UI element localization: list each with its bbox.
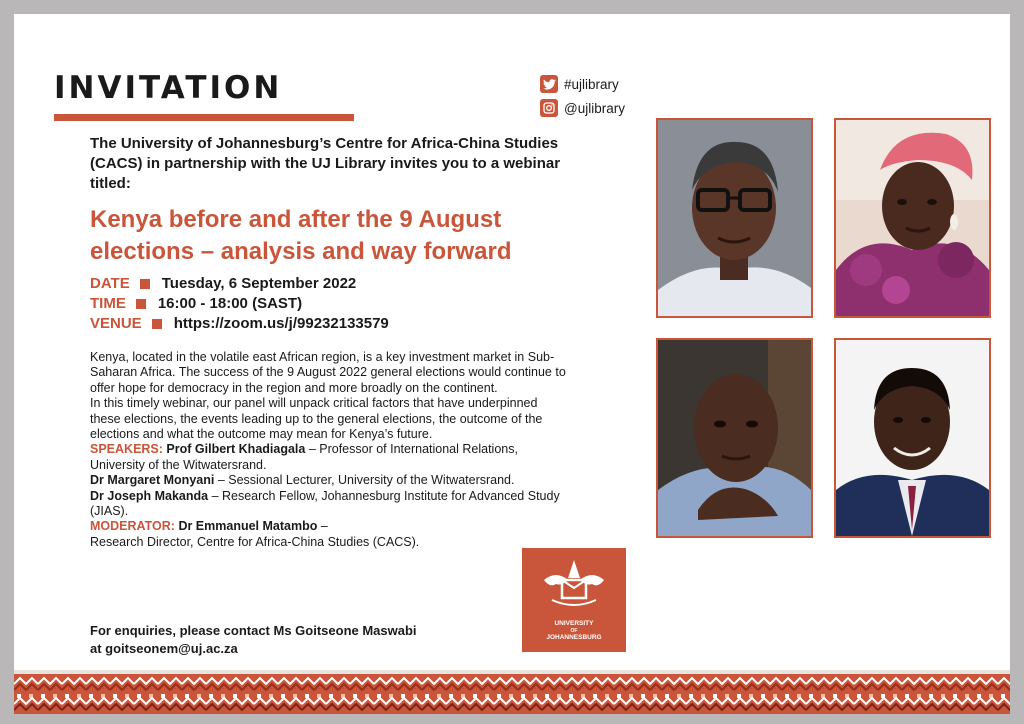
speaker-entry xyxy=(90,473,570,488)
time-label: TIME xyxy=(90,295,126,312)
speaker-entry xyxy=(90,489,570,520)
social-handles xyxy=(540,72,625,120)
venue-row xyxy=(90,314,389,334)
date-label: DATE xyxy=(90,275,130,292)
enquiries-email[interactable]: at goitseonem@uj.ac.za xyxy=(90,641,238,656)
logo-line: OF xyxy=(570,628,578,634)
uj-crest-icon xyxy=(522,548,626,618)
speaker-name: Dr Margaret Monyani xyxy=(90,473,215,488)
speaker-photo-4 xyxy=(834,338,991,538)
speaker-entry xyxy=(90,442,570,473)
bullet-square-icon xyxy=(136,299,146,309)
time-value: 16:00 - 18:00 (SAST) xyxy=(157,295,303,312)
moderator-name: Dr Emmanuel Matambo xyxy=(178,519,318,534)
speaker-name: Dr Joseph Makanda xyxy=(90,488,209,503)
venue-link[interactable]: https://zoom.us/j/99232133579 xyxy=(173,315,389,332)
uj-logo xyxy=(522,548,626,652)
speaker-role: – Professor of International Relations, University of the Witwatersrand. xyxy=(90,442,518,472)
event-details xyxy=(90,274,389,334)
date-row xyxy=(90,274,389,294)
logo-line: JOHANNESBURG xyxy=(546,634,602,641)
intro-text: The University of Johannesburg’s Centre for Africa-China Studies (CACS) in partnership with the UJ Library invites you to a webinar titled: xyxy=(90,135,561,192)
enquiries-line: For enquiries, please contact Ms Goitseone Maswabi xyxy=(90,623,417,638)
webinar-title: Kenya before and after the 9 August elections – analysis and way forward xyxy=(90,206,512,265)
speaker-photo-1 xyxy=(656,118,813,318)
instagram-handle[interactable] xyxy=(540,96,625,120)
speaker-role: – Sessional Lecturer, University of the Witwatersrand. xyxy=(214,473,515,488)
decorative-pattern-band xyxy=(14,670,1010,714)
logo-text xyxy=(522,620,626,642)
speakers-label: SPEAKERS: xyxy=(90,442,163,457)
instagram-icon xyxy=(540,99,558,117)
moderator-dash: – xyxy=(317,519,328,534)
bullet-square-icon xyxy=(152,319,162,329)
description xyxy=(90,350,570,550)
moderator-label: MODERATOR: xyxy=(90,519,175,534)
enquiries xyxy=(90,622,417,658)
invitation-card xyxy=(14,14,1010,714)
twitter-handle-text: #ujlibrary xyxy=(564,76,619,92)
moderator-role: Research Director, Centre for Africa-China Studies (CACS). xyxy=(90,534,420,549)
instagram-handle-text: @ujlibrary xyxy=(564,100,625,116)
moderator-entry xyxy=(90,519,570,534)
speaker-photo-2 xyxy=(834,118,991,318)
speaker-role: – Research Fellow, Johannesburg Institute for Advanced Study (JIAS). xyxy=(90,488,560,519)
speaker-photo-3 xyxy=(656,338,813,538)
bullet-square-icon xyxy=(140,279,150,289)
logo-line: UNIVERSITY xyxy=(554,620,594,627)
twitter-icon xyxy=(540,75,558,93)
time-row xyxy=(90,294,389,314)
speaker-name: Prof Gilbert Khadiagala xyxy=(166,442,306,457)
description-paragraph: Kenya, located in the volatile east African region, is a key investment market in Sub-Saharan Africa. The success of the 9 August 2022 general elections would continue to offer hope for democracy in the region and more broadly on the continent. xyxy=(90,350,566,395)
title-underline xyxy=(54,114,354,121)
venue-label: VENUE xyxy=(90,315,142,332)
description-paragraph: In this timely webinar, our panel will unpack critical factors that have underpinned these elections, the events leading up to the general elections, the outcome of the elections and what the outcome may mean for Kenya’s future. xyxy=(90,396,543,442)
twitter-handle[interactable] xyxy=(540,72,625,96)
date-value: Tuesday, 6 September 2022 xyxy=(161,275,357,292)
page-title: INVITATION xyxy=(54,70,283,106)
